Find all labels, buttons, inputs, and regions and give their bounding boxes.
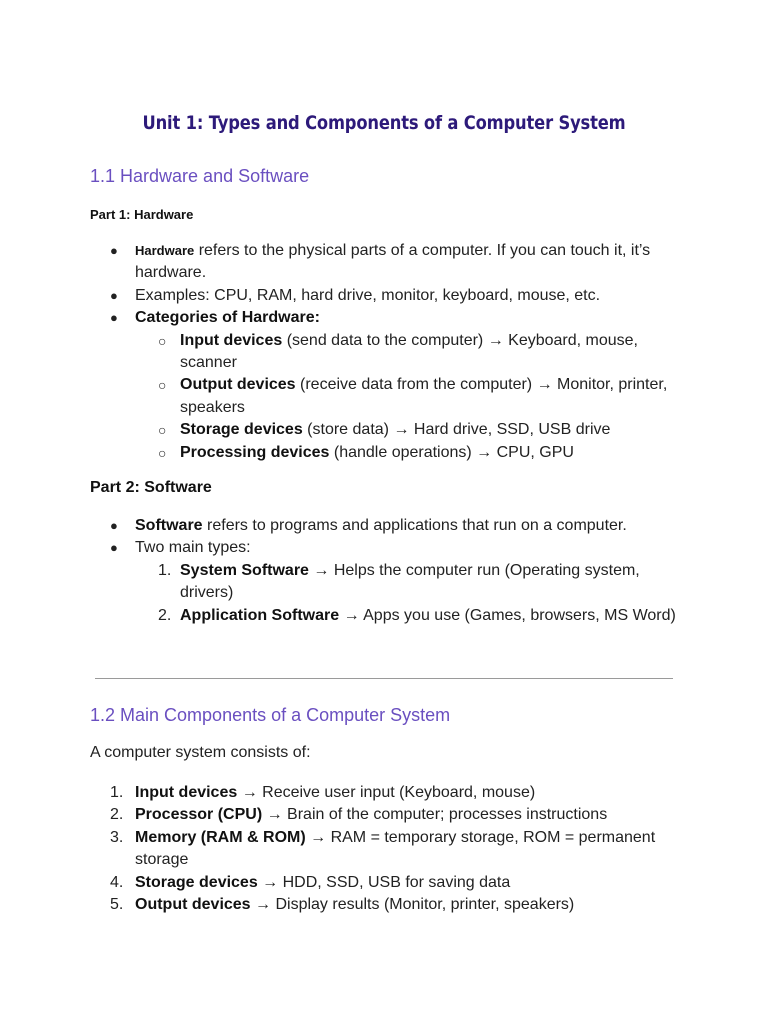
sub-list-item (0, 442, 680, 464)
numbered-item (0, 782, 680, 804)
circle-marker: ○ (158, 332, 167, 349)
item-text: Two main types: (135, 539, 251, 557)
bullet-marker: ● (110, 540, 118, 556)
section-heading-1-2: 1.2 Main Components of a Computer System (90, 705, 451, 725)
item-text: → HDD, SSD, USB for saving data (257, 873, 511, 891)
numbered-sub-item (0, 560, 680, 605)
bullet-marker: ● (110, 310, 118, 326)
software-list (0, 515, 768, 627)
part-1-label: Part 1: Hardware (90, 207, 194, 222)
item-number: 3. (110, 828, 124, 846)
bold-term: Categories of Hardware: (135, 309, 320, 327)
item-number: 2. (110, 806, 124, 824)
list-item (0, 285, 680, 307)
list-item (0, 537, 680, 559)
bold-term: Output devices (180, 376, 296, 394)
bold-term: Output devices (135, 896, 251, 914)
bold-term: Processing devices (180, 443, 330, 461)
bold-term: Storage devices (180, 421, 303, 439)
circle-marker: ○ (158, 444, 167, 461)
list-item (0, 307, 680, 329)
bullet-marker: ● (110, 243, 118, 258)
bold-term: Input devices (180, 331, 283, 349)
numbered-item (0, 804, 680, 826)
item-text: (store data) → Hard drive, SSD, USB drive (302, 421, 611, 439)
bold-term: Application Software (180, 606, 340, 624)
numbered-sub-item (0, 605, 680, 627)
hardware-list (0, 240, 768, 464)
item-text: → RAM = temporary storage, ROM = permanent storage (135, 828, 656, 869)
item-number: 2. (158, 606, 172, 624)
document-title: Unit 1: Types and Components of a Computer System (142, 112, 626, 134)
bold-term: Processor (CPU) (135, 806, 263, 824)
list-item (0, 515, 680, 537)
item-text: Examples: CPU, RAM, hard drive, monitor, keyboard, mouse, etc. (135, 286, 601, 304)
sub-list-item (0, 374, 680, 419)
item-text: refers to the physical parts of a computer. If you can touch it, it’s hardware. (135, 242, 651, 282)
item-number: 1. (110, 784, 124, 801)
item-text: → Brain of the computer; processes instructions (262, 806, 608, 824)
item-text: → Display results (Monitor, printer, speakers) (250, 896, 575, 914)
sub-list-item (0, 419, 680, 441)
horizontal-divider (95, 678, 673, 679)
list-item (0, 240, 680, 285)
item-text: → Receive user input (Keyboard, mouse) (237, 784, 536, 801)
bold-term: Software (135, 517, 203, 534)
item-text: (receive data from the computer) → Monitor, printer, speakers (180, 376, 668, 416)
item-text: refers to programs and applications that run on a computer. (202, 517, 627, 534)
bullet-marker: ● (110, 287, 118, 303)
bold-term: Memory (RAM & ROM) (135, 828, 306, 846)
circle-marker: ○ (158, 422, 167, 439)
numbered-item (0, 827, 680, 872)
item-number: 4. (110, 873, 124, 891)
item-text: (handle operations) → CPU, GPU (329, 443, 574, 461)
numbered-item (0, 894, 680, 916)
bold-term: Hardware (135, 243, 195, 258)
item-text: (send data to the computer) → Keyboard, mouse, scanner (180, 331, 638, 372)
bullet-marker: ● (110, 518, 118, 533)
item-number: 5. (110, 896, 124, 914)
bold-term: Storage devices (135, 873, 258, 891)
numbered-item (0, 872, 680, 894)
intro-text: A computer system consists of: (90, 744, 311, 761)
circle-marker: ○ (158, 377, 167, 394)
item-text: → Apps you use (Games, browsers, MS Word) (339, 606, 676, 624)
item-number: 1. (158, 561, 172, 579)
part-2-label: Part 2: Software (90, 479, 212, 496)
bold-term: System Software (180, 561, 309, 579)
bold-term: Input devices (135, 784, 238, 801)
components-list (0, 782, 768, 916)
sub-list-item (0, 330, 680, 375)
item-text: → Helps the computer run (Operating system, drivers) (180, 561, 640, 602)
section-heading-1-1: 1.1 Hardware and Software (90, 166, 310, 186)
